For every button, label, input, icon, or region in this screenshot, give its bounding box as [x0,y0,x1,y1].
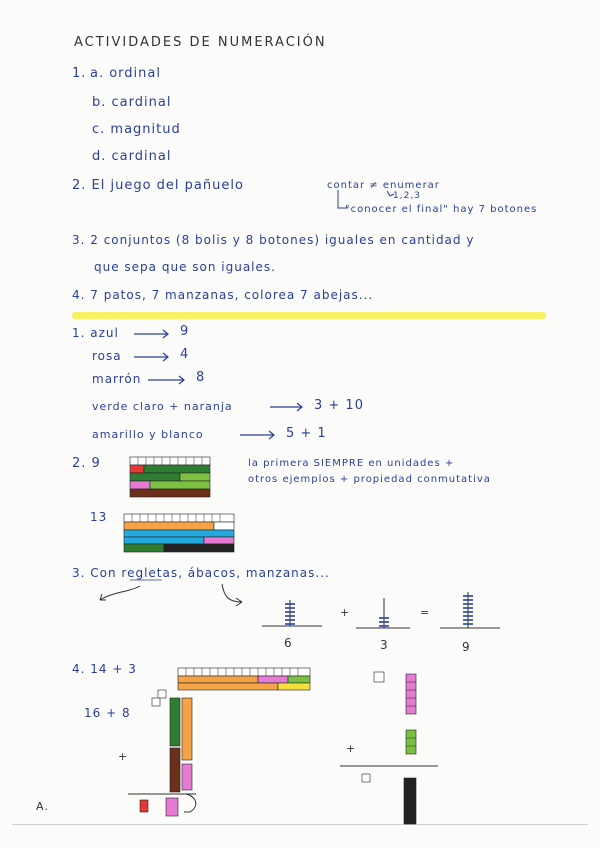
color-row-azul-value: 9 [180,324,190,339]
rods-sixteen-plus-eight [140,690,192,816]
item-3b-text: 3. Con regletas, ábacos, manzanas... [72,566,330,580]
abacus-three [356,598,410,628]
item-1-a: a. ordinal [90,66,161,81]
color-row-amarillo-blanco-value: 5 + 1 [286,426,327,441]
abacus-plus-sign: + [340,606,351,619]
abacus-equals-sign: = [420,606,431,619]
item-4b-plus: + [118,750,129,763]
item-2-text: 2. El juego del pañuelo [72,178,244,193]
rods-thirteen [124,514,234,552]
abacus-label-9: 9 [462,640,471,654]
item-2b-number: 2. 9 [72,456,101,471]
item-3-line-2: que sepa que son iguales. [94,260,276,274]
item-4b-second: 16 + 8 [84,706,131,720]
note-small-hook [387,191,394,196]
right-sum-column [362,672,416,824]
color-row-arrows [134,330,302,439]
color-row-rosa-value: 4 [180,347,190,362]
arrow-icon [148,376,184,384]
arrow-icon [134,330,168,338]
right-sum-plus: + [346,742,356,755]
color-row-marron-value: 8 [196,370,206,385]
item-2-note-2: 1,2,3 [393,191,421,201]
page-title: ACTIVIDADES DE NUMERACIÓN [74,35,327,50]
abacus-six [262,600,322,626]
item-2b-thirteen: 13 [90,510,108,524]
page-marker: A. [36,800,49,813]
abacus-label-6: 6 [284,636,293,650]
item-2-note-1: contar ≠ enumerar [327,180,440,191]
item-3-line-1: 3. 2 conjuntos (8 bolis y 8 botones) iguales en cantidad y [72,233,475,247]
arrow-icon [240,431,274,439]
item-2b-note-1: la primera SIEMPRE en unidades + [248,458,455,469]
item-1-b: b. cardinal [92,95,172,110]
rods-nine [130,457,210,497]
exchange-arrow [184,794,196,812]
item-4b-first: 4. 14 + 3 [72,662,137,676]
arrow-icon [270,403,302,411]
color-row-rosa: rosa [92,349,122,363]
curved-arrow-left [100,586,140,600]
abacus-nine [440,592,500,628]
item-1-d: d. cardinal [92,149,172,164]
color-row-amarillo-blanco: amarillo y blanco [92,428,204,441]
item-1-number: 1. [72,66,87,81]
color-row-verde-naranja-value: 3 + 10 [314,398,364,413]
item-2-note-3: "conocer el final" hay 7 botones [345,204,538,215]
rods-fourteen-plus-three [178,668,310,690]
note-hook-arrow [338,190,348,208]
color-row-marron: marrón [92,372,142,386]
color-row-azul: 1. azul [72,326,119,340]
abacus-label-3: 3 [380,638,389,652]
item-4-text: 4. 7 patos, 7 manzanas, colorea 7 abejas... [72,288,374,302]
item-1-c: c. magnitud [92,122,181,137]
item-2b-note-2: otros ejemplos + propiedad conmutativa [248,474,491,485]
curved-arrow-right [222,584,242,606]
arrow-icon [134,353,168,361]
color-row-verde-naranja: verde claro + naranja [92,400,233,413]
